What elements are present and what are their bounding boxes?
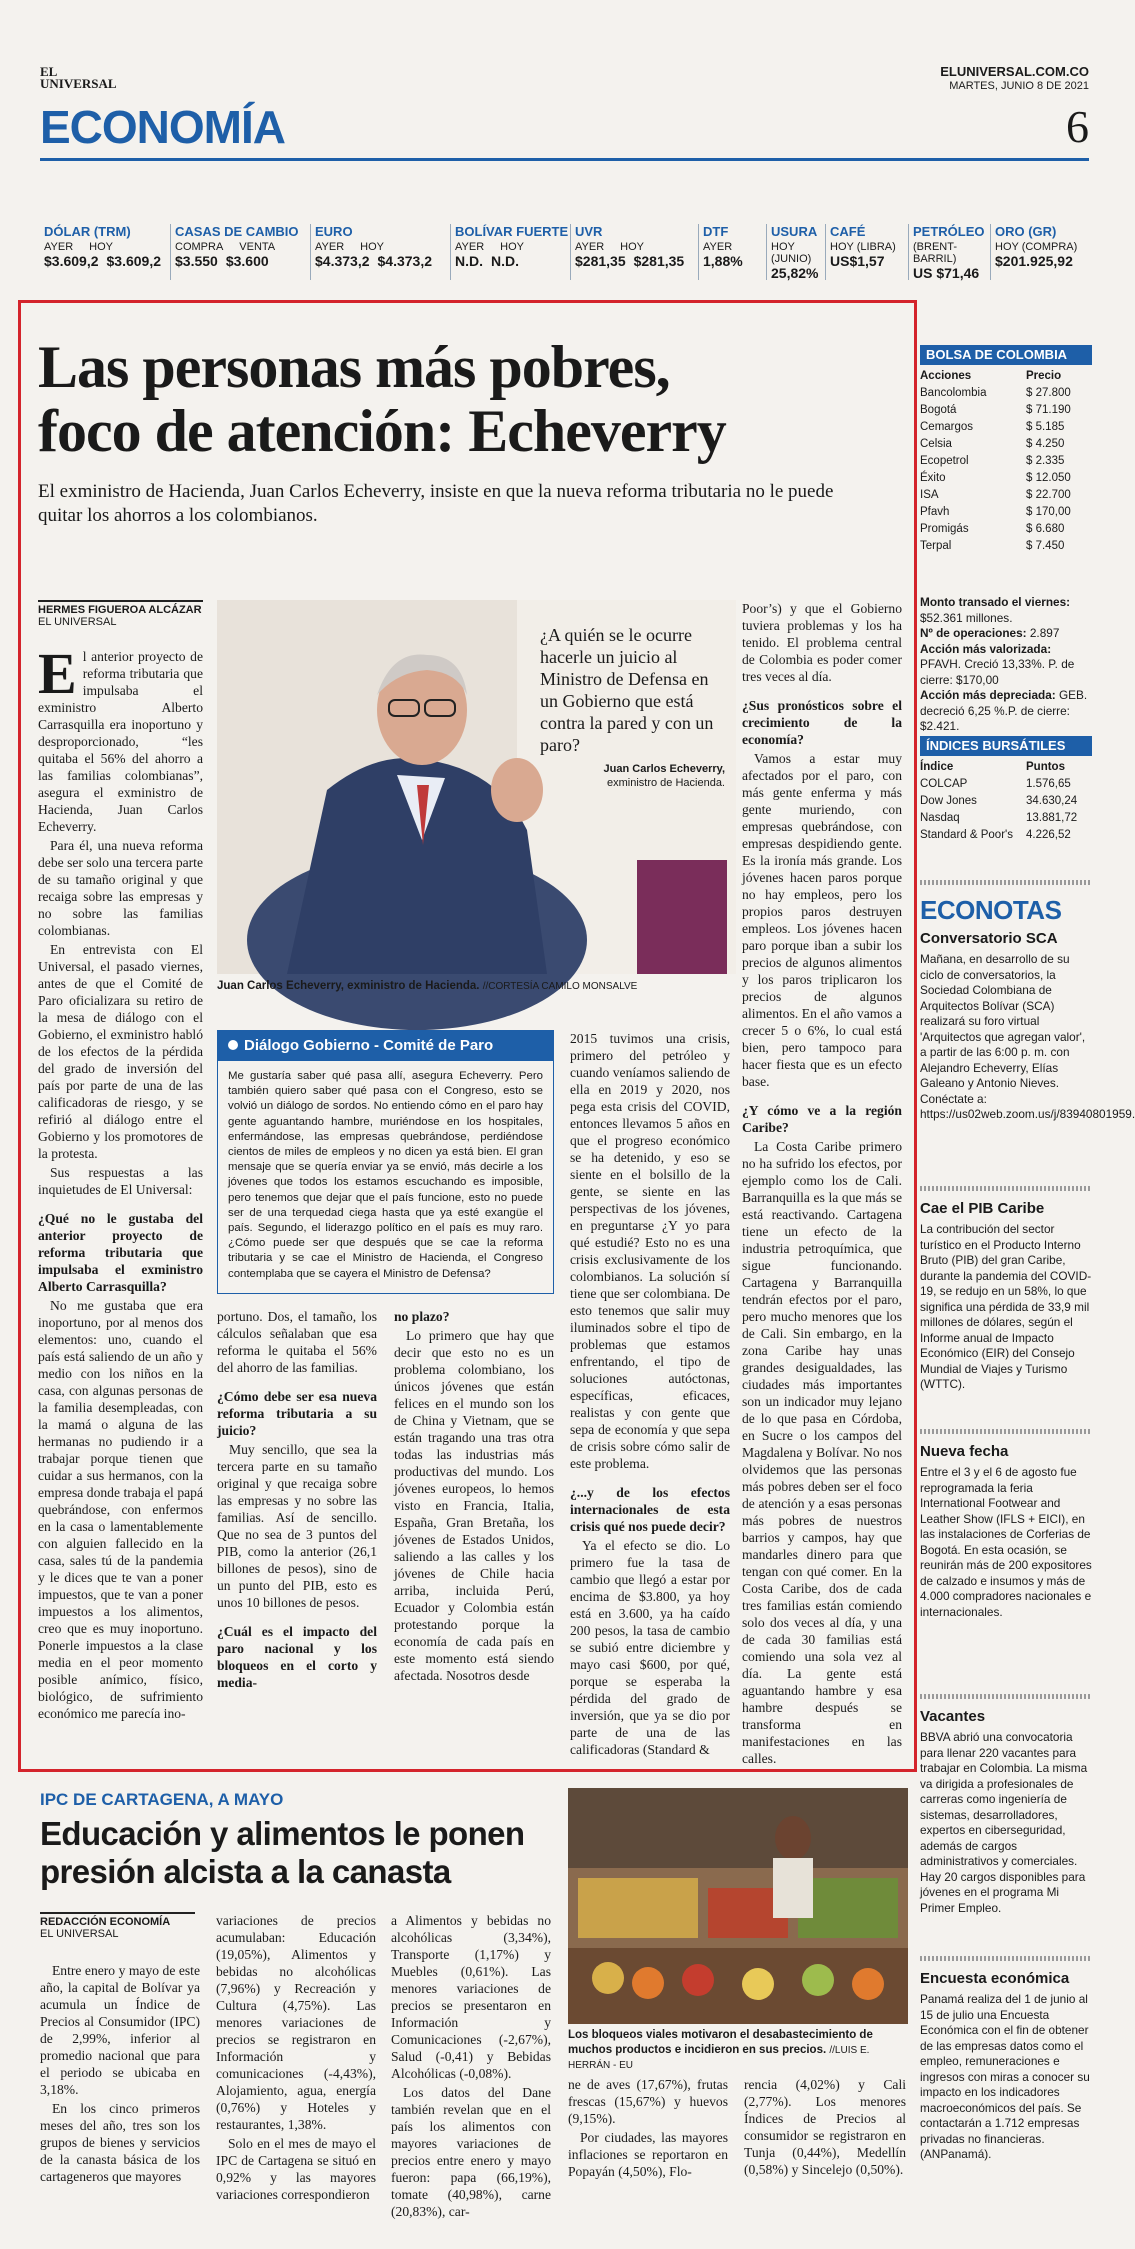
- stock-row: [920, 538, 1088, 555]
- bolsa-table: [920, 368, 1088, 555]
- index-row-name: Nasdaq: [920, 812, 960, 824]
- index-row-value: 13.881,72: [1026, 812, 1078, 824]
- stock-row: [920, 436, 1088, 453]
- page-number: 6: [1066, 101, 1089, 152]
- index-row-value: 34.630,24: [1026, 795, 1078, 807]
- second-headline-line-1: Educación y alimentos le ponen: [40, 1815, 525, 1852]
- market-photo: [568, 1788, 908, 2024]
- byline-name: HERMES FIGUEROA ALCÁZAR: [38, 604, 202, 616]
- stock-row-value: $ 71.190: [1026, 404, 1071, 416]
- second-col4-p1: ne de aves (17,67%), frutas frescas (15,67%) y huevos (9,15%).: [568, 2077, 728, 2126]
- market-stall-illustration: [568, 1788, 908, 2024]
- market-cell: [766, 224, 828, 280]
- econota-text: Mañana, en desarrollo de su ciclo de conversatorios, la Sociedad Colombiana de Arquitectos Bolívar (SCA) realizará su foro virtual 'Arquitectos que agregan valor', a partir de las 6:00 p. m. con Alejandro Echeverry, Elías Galeano y Antonio Nieves. Conéctate a: https://us02web.zoom.us/j/83940801959.: [920, 952, 1135, 1121]
- market-value: N.D.: [491, 253, 519, 269]
- stock-list: [920, 385, 1088, 555]
- main-headline-line-1: Las personas más pobres,: [38, 334, 670, 400]
- dialogue-box: [217, 1030, 554, 1294]
- index-row: [920, 827, 1088, 844]
- market-sub-label: (BRENT-BARRIL): [913, 241, 957, 265]
- market-value: $4.373,2: [377, 253, 432, 269]
- indices-title: ÍNDICES BURSÁTILES: [920, 736, 1092, 756]
- second-byline-org: EL UNIVERSAL: [40, 1928, 119, 1940]
- indices-header-name: Índice: [920, 761, 954, 773]
- col2-question-2: ¿Cuál es el impacto del paro nacional y los bloqueos en el corto y media-: [217, 1624, 377, 1690]
- market-values: [175, 253, 313, 269]
- market-value: N.D.: [455, 253, 483, 269]
- market-cell: [170, 224, 313, 280]
- market-value: $4.373,2: [315, 253, 370, 269]
- stock-row-value: $ 7.450: [1026, 540, 1065, 552]
- stock-row-value: $ 170,00: [1026, 506, 1071, 518]
- index-row: [920, 810, 1088, 827]
- second-col2-p1: variaciones de precios acumulaban: Educación (19,05%), Alimentos y bebidas no alcohólicas (7,96%) y Recreación y Cultura (4,75%). Las menores variaciones de precios se registraron en Información y comunicaciones (-4,43%), Alojamiento, agua, energía (0,76%) y Hoteles y restaurantes, 1,38%.: [216, 1913, 376, 2132]
- main-col-4: [570, 1030, 730, 1760]
- index-row-name: Dow Jones: [920, 795, 977, 807]
- ops-value: 2.897: [1029, 626, 1060, 640]
- market-values: [995, 253, 1095, 269]
- market-photo-credit: //LUIS E. HERRÁN - EU: [568, 2045, 870, 2071]
- col4-p2: Ya el efecto se dio. Lo primero fue la tasa de cambio que llegó a estar por encima de $3.800, ya hoy está en 3.600, ya ha caído 200 pesos, la tasa de cambio se subió entre diciembre y mayo casi $600, por qué, porque se esperaba la pérdida del grado de inversión, que ya se dio por parte de una de las calificadoras (Standard &: [570, 1538, 730, 1757]
- dialogue-box-text: Me gustaría saber qué pasa allí, asegura Echeverry. Pero también quiero saber qué pasa con el Congreso, esto se volvió un diálogo de sordos. No entiendo cómo en el paro hay gente aguantando hambre, muriéndose en los hospitales, enfermándose, las empresas quebrándose, perdiéndose cientos de miles de empleos y no dicen ya está bien. El gran mensaje que se quería enviar ya se envió, más decirle a los jóvenes que todos los estamos escuchando es imposible, pero tenemos que dejar que el país funcione, esto no puede ser de una terquedad ciega hasta que ya esté exangüe el país. Segundo, el liderazgo político en el país es muy raro. ¿Cómo puede ser que después que se cae la reforma tributaria y se cae el Ministro de Hacienda, el Congreso contemplaba que se cayera el Ministro de Defensa?: [228, 1070, 543, 1280]
- col1-p1: l anterior proyecto de reforma tributaria que impulsaba el exministro Alberto Carrasquilla era inoportuno y desproporcionado, “les quitaba el 56% del ahorro a las familias colombianas”, asegura el exministro de Hacienda, Juan Carlos Echeverry.: [38, 649, 203, 834]
- second-col-2: [216, 1912, 376, 2205]
- indices-header-points: Puntos: [1026, 761, 1065, 773]
- market-values: [830, 253, 912, 269]
- stock-row-name: ISA: [920, 489, 939, 501]
- stock-row-name: Celsia: [920, 438, 952, 450]
- market-sub: [575, 241, 701, 253]
- market-value: $3.550: [175, 253, 218, 269]
- second-byline-name: REDACCIÓN ECONOMÍA: [40, 1916, 171, 1928]
- market-values: [913, 265, 993, 281]
- stock-row-name: Promigás: [920, 523, 969, 535]
- market-label: EURO: [315, 224, 353, 239]
- stock-row: [920, 453, 1088, 470]
- site-url: ELUNIVERSAL.COM.CO: [940, 64, 1089, 79]
- index-row-name: Standard & Poor's: [920, 829, 1013, 841]
- col1-question-1: ¿Qué no le gustaba del anterior proyecto de reforma tributaria que impulsaba el exministro Alberto Carrasquilla?: [38, 1211, 203, 1294]
- second-byline: [40, 1912, 195, 1940]
- market-sub: [44, 241, 172, 253]
- market-sub-label: AYER: [44, 241, 74, 253]
- market-sub: [175, 241, 313, 253]
- market-cell: [570, 224, 701, 280]
- market-label: CAFÉ: [830, 224, 866, 239]
- col4-question-1: ¿...y de los efectos internacionales de esta crisis qué nos puede decir?: [570, 1485, 730, 1534]
- sidebar-divider: [920, 1694, 1092, 1699]
- econota-text: Panamá realiza del 1 de junio al 15 de julio una Encuesta Económica con el fin de obtener de las empresas datos como el empleo, remuneraciones e ingresos con miras a conocer su impacto en los indicadores macroeconómicos del país. Se contactarán a 1.712 empresas privadas no financieras. (ANPanamá).: [920, 1992, 1090, 2161]
- stock-row-value: $ 27.800: [1026, 387, 1071, 399]
- second-col-5: [744, 2076, 906, 2180]
- issue-date: MARTES, JUNIO 8 DE 2021: [949, 80, 1089, 92]
- market-values: [455, 253, 573, 269]
- stock-row-value: $ 5.185: [1026, 421, 1065, 433]
- bolsa-header-stock: Acciones: [920, 370, 972, 382]
- market-sub-label: AYER: [575, 241, 605, 253]
- market-values: [44, 253, 172, 269]
- econota-title: Conversatorio SCA: [920, 930, 1058, 947]
- market-sub-label: AYER: [315, 241, 345, 253]
- byline-org: EL UNIVERSAL: [38, 616, 117, 628]
- val-value: PFAVH. Creció 13,33%. P. de cierre: $170,00: [920, 657, 1075, 687]
- market-sub-label: COMPRA: [175, 241, 224, 253]
- stock-row-value: $ 4.250: [1026, 438, 1065, 450]
- stock-row: [920, 402, 1088, 419]
- market-value: $3.609,2: [44, 253, 99, 269]
- monto-label: Monto transado el viernes:: [920, 595, 1071, 609]
- market-value: 25,82%: [771, 265, 819, 281]
- sidebar-divider: [920, 1186, 1092, 1191]
- market-label: DÓLAR (TRM): [44, 224, 131, 239]
- photo-credit: //CORTESÍA CAMILO MONSALVE: [482, 981, 638, 992]
- main-headline: [38, 335, 898, 463]
- market-cell: [990, 224, 1095, 280]
- market-value: US$1,57: [830, 253, 885, 269]
- bolsa-header-price: Precio: [1026, 370, 1062, 382]
- col5-question-1: ¿Sus pronósticos sobre el crecimiento de la economía?: [742, 698, 902, 747]
- second-kicker: IPC DE CARTAGENA, A MAYO: [40, 1790, 284, 1809]
- second-col1-p2: En los cinco primeros meses del año, tres son los grupos de bienes y servicios de la canasta básica de los cartageneros que mayores: [40, 2101, 200, 2184]
- ops-label: Nº de operaciones:: [920, 626, 1027, 640]
- col4-p1: 2015 tuvimos una crisis, primero del petróleo y cuando veníamos saliendo de ella en 2019 y 2020, nos pega esta crisis del COVID, entonces llevamos 5 años en que el progreso económico se ha detenido, y eso se siente en el bolsillo de la gente, se siente en las perspectivas de los jóvenes, en preguntarse ¿Y yo para qué estudié? Esto no es una crisis exclusivamente de los colombianos. La solución sí tiene que ser colombiana. De esto tenemos que salir muy iluminados sobre el tipo de problemas que estamos enfrentando, el tipo de soluciones autóctonas, específicas, eficaces, realistas y con gente que sepa de economía y que sepa de crisis sobre cómo salir de este problema.: [570, 1031, 730, 1471]
- photo-pull-quote: ¿A quién se le ocurre hacerle un juicio al Ministro de Defensa en un Gobierno que está contra la pared y con un paro?: [540, 625, 714, 755]
- indices-headers: [920, 759, 1088, 776]
- pull-quote-author: [540, 762, 725, 790]
- market-values: [575, 253, 701, 269]
- econota-title: Cae el PIB Caribe: [920, 1200, 1045, 1217]
- photo-caption: [217, 980, 736, 992]
- val-label: Acción más valorizada:: [920, 641, 1052, 656]
- market-cell: [310, 224, 453, 280]
- market-sub-label: HOY (COMPRA): [995, 241, 1078, 253]
- second-col5-p1: rencia (4,02%) y Cali (2,77%). Los menores Índices de Precios al consumidor se registraron en Tunja (0,44%), Medellín (0,58%) y Sincelejo (0,50%).: [744, 2077, 906, 2177]
- index-row-name: COLCAP: [920, 778, 968, 790]
- market-value: $3.600: [225, 253, 269, 269]
- stock-row-name: Pfavh: [920, 506, 950, 518]
- col1-p5: No me gustaba que era inoportuno, por al menos dos elementos: uno, cuando el país está saliendo de un año y medio con los niños en la casa, con algunas personas de la familia desempleadas, con la mamá o alguna de las hermanas no pudiendo ir a trabajar porque tienen que cuidar a sus hermanos, con la empresa donde trabaja el papá quebrándose, con enfermos en la casa o lamentablemente con alguien fallecido en la casa, sales tú de la pandemia y le dices que te van a poner impuestos, que te van a poner impuestos a los alimentos, creo que es muy inoportuno. Ponerle impuestos a la clase media en el peor momento posible anímico, físico, biológico, de sufrimiento económico me parecía ino-: [38, 1298, 203, 1721]
- market-value: $281,35: [575, 253, 626, 269]
- index-row: [920, 793, 1088, 810]
- econota-title: Encuesta económica: [920, 1970, 1070, 1987]
- second-col3-p2: Los datos del Dane también revelan que en el país los alimentos con mayores variaciones de precios entre enero y mayo fueron: papa (66,19%), tomate (40,98%), carne (20,83%), car-: [391, 2085, 551, 2219]
- second-col4-p2: Por ciudades, las mayores inflaciones se reportaron en Popayán (4,50%), Flo-: [568, 2130, 728, 2179]
- market-label: ORO (GR): [995, 224, 1057, 239]
- market-values: [771, 265, 828, 281]
- col2-p2: Muy sencillo, que sea la tercera parte en su tamaño original y que recaiga sobre las empresas y no sobre las familias. Así de sencillo. Que no sea de 3 puntos del PIB, como la anterior (26,1 billones de pesos), sino de un punto del PIB, esto es unos 10 billones de pesos.: [217, 1442, 377, 1610]
- bolsa-stats: [920, 595, 1092, 735]
- col2-question-1: ¿Cómo debe ser esa nueva reforma tributaria a su juicio?: [217, 1389, 377, 1438]
- bullet-icon: [228, 1040, 238, 1050]
- dep-label: Acción más depreciada:: [920, 688, 1056, 702]
- market-sub-label: HOY: [620, 241, 644, 253]
- market-sub-label: AYER: [703, 241, 733, 253]
- market-cell: [825, 224, 912, 280]
- market-cell: [450, 224, 573, 280]
- stock-row: [920, 419, 1088, 436]
- main-col-3: [394, 1308, 554, 1686]
- market-values: [315, 253, 453, 269]
- stock-row: [920, 504, 1088, 521]
- indices-list: [920, 776, 1088, 844]
- stock-row-name: Éxito: [920, 472, 946, 484]
- dep-value: GEB. decreció 6,25 %.P. de cierre: $2.421.: [920, 688, 1088, 733]
- second-col2-p2: Solo en el mes de mayo el IPC de Cartagena se situó en 0,92% y las mayores variaciones correspondieron: [216, 2136, 376, 2202]
- second-col3-p1: a Alimentos y bebidas no alcohólicas (3,34%), Transporte (1,17%) y Muebles (0,61%). Las menores variaciones de precios se presentaron en Información y Comunicaciones (-2,67%), Salud (-0,41) y Bebidas Alcohólicas (-0,08%).: [391, 1913, 551, 2081]
- econota-text: BBVA abrió una convocatoria para llenar 220 vacantes para trabajar en Colombia. La misma va dirigida a profesionales de carreras como ingeniería de sistemas, desarrolladores, expertos en ciberseguridad, además de cargos administrativos y comerciales. Hay 20 cargos disponibles para jóvenes en el programa Mi Primer Empleo.: [920, 1730, 1088, 1915]
- photo-caption-text: Juan Carlos Echeverry, exministro de Hacienda.: [217, 980, 480, 992]
- market-photo-caption: [568, 2028, 908, 2073]
- market-value: 1,88%: [703, 253, 743, 269]
- market-label: USURA: [771, 224, 818, 239]
- main-byline: [38, 600, 203, 628]
- market-label: UVR: [575, 224, 603, 239]
- econota-title: Vacantes: [920, 1708, 986, 1725]
- sidebar-divider-1: [920, 880, 1092, 885]
- col3-p0: no plazo?: [394, 1309, 450, 1324]
- stock-row: [920, 521, 1088, 538]
- market-caption-text: Los bloqueos viales motivaron el desabastecimiento de muchos productos e incidieron en sus precios.: [568, 2029, 873, 2056]
- dialogue-box-title: [218, 1031, 553, 1061]
- stock-row-name: Ecopetrol: [920, 455, 969, 467]
- second-headline: [40, 1815, 585, 1891]
- stock-row: [920, 470, 1088, 487]
- stock-row-name: Bogotá: [920, 404, 957, 416]
- main-headline-line-2: foco de atención: Echeverry: [38, 398, 726, 464]
- second-headline-line-2: presión alcista a la canasta: [40, 1853, 451, 1890]
- stock-row: [920, 385, 1088, 402]
- stock-row-value: $ 2.335: [1026, 455, 1065, 467]
- market-sub: [995, 241, 1095, 253]
- market-sub: [913, 241, 993, 265]
- dialogue-box-title-text: Diálogo Gobierno - Comité de Paro: [244, 1037, 494, 1054]
- section-title: ECONOMÍA: [40, 101, 285, 153]
- col5-p1: Poor’s) y que el Gobierno tuviera problemas y los ha tenido. El problema central de Colombia es poder comer tres veces al día.: [742, 601, 902, 684]
- market-value: $281,35: [633, 253, 685, 269]
- market-cell: [698, 224, 769, 280]
- econota-text: Entre el 3 y el 6 de agosto fue reprogramada la feria International Footwear and Leather Show (IFLS + EICI), en las instalaciones de Corferias de Bogotá. En esta ocasión, se reunirán más de 200 expositores de calzado e insumos y más de 4.000 compradores nacionales e internacionales.: [920, 1465, 1092, 1619]
- main-col-5: [742, 600, 902, 1766]
- col3-p1: Lo primero que hay que decir que esto no es un problema colombiano, los únicos jóvenes que están felices en el mundo son los de China y Vietnam, que se están tragando una tras otra todas las industrias más productivas del mundo. Los jóvenes europeos, lo hemos visto en Francia, Italia, España, Gran Bretaña, los jóvenes de Estados Unidos, saliendo a las calles y los jóvenes de Chile hacia arriba, incluida Perú, Ecuador y Colombia están protestando porque la economía de cada país en este momento está siendo afectada. Nosotros desde: [394, 1328, 554, 1683]
- market-sub-label: HOY: [89, 241, 113, 253]
- stock-row-name: Bancolombia: [920, 387, 987, 399]
- market-sub: [455, 241, 573, 253]
- pull-quote-author-name: Juan Carlos Echeverry,: [603, 763, 725, 775]
- main-col-1: [38, 641, 203, 1758]
- main-col-2: [217, 1308, 377, 1693]
- market-sub-label: HOY: [360, 241, 384, 253]
- dropcap: E: [38, 641, 77, 706]
- masthead-logo: EL UNIVERSAL: [40, 64, 117, 91]
- col5-p2: Vamos a estar muy afectados por el paro, con más gente enferma y más gente muriendo, con empresas quebrándose, con empresas despidiendo gente. Es la ironía más grande. Los jóvenes hacen paros porque no hay empleos, pero los propios paros destruyen empleos. Los jóvenes hacen paro porque iban a subir los precios de algunos alimentos y los paros triplicaron los precios de algunos alimentos. En el año vamos a crecer 5 o 6%, lo cual está bien, pero tampoco para hacer fiesta que es un efecto base.: [742, 751, 902, 1089]
- second-col-1: [40, 1962, 200, 2187]
- stock-row-name: Cemargos: [920, 421, 974, 433]
- col1-p3: En entrevista con El Universal, el pasado viernes, antes de que el Comité de Paro oficializara su retiro de la mesa de diálogo con el Gobierno, el exministro habló de los efectos de la pérdida del grado de inversión del país por parte de una de las calificadoras de riesgo, y se refirió al diálogo entre el Gobierno y los promotores de la protesta.: [38, 942, 203, 1161]
- masthead-rule: [40, 158, 1089, 161]
- market-sub: [315, 241, 453, 253]
- market-sub: [703, 241, 769, 253]
- market-values: [703, 253, 769, 269]
- second-col1-p1: Entre enero y mayo de este año, la capital de Bolívar ya acumula un Índice de Precios al Consumidor (IPC) de 2,99%, inferior al promedio nacional que para el periodo se ubicaba en 3,18%.: [40, 1963, 200, 2097]
- market-sub-label: HOY (JUNIO): [771, 241, 812, 265]
- stock-row-name: Terpal: [920, 540, 952, 552]
- market-sub-label: AYER: [455, 241, 485, 253]
- econota-text: La contribución del sector turístico en el Producto Interno Bruto (PIB) del gran Caribe, durante la pandemia del COVID-19, se redujo en un 58%, lo que significa una pérdida de 33,9 mil millones de dólares, según el Informe anual de Impacto Económico (EIR) del Consejo Mundial de Viajes y Turismo (WTTC).: [920, 1222, 1092, 1391]
- col5-p3: La Costa Caribe primero no ha sufrido los efectos, por ejemplo como los de Cali. Barranquilla es la que más se está reactivando. Cartagena tiene un efecto de la industria petroquímica, que sigue funcionando. Cartagena y Barranquilla tendrán efectos por el paro, pero mucho menores que los de Cali. Sin embargo, en la zona Caribe hay unas grandes desigualdades, las ciudades más importantes son un indicador muy lejano de lo que pasa en Córdoba, en Sucre o los campos del Magdalena y Bolívar. No nos olvidemos que las personas más pobres deben ser el foco de atención y a esas personas más pobres de nuestros barrios y campos, hay que mandarles dinero para que tengan con qué comer. En la Costa Caribe, dos de cada tres familias están comiendo solo dos veces al día, y una de cada 30 familias está comiendo una sola vez al día. La gente está aguantando hambre y esa hambre después se transforma en manifestaciones en las calles.: [742, 1139, 902, 1766]
- sidebar-divider: [920, 1429, 1092, 1434]
- second-col-3: [391, 1912, 551, 2222]
- market-sub-label: HOY (LIBRA): [830, 241, 896, 253]
- market-sub: [771, 241, 828, 265]
- stock-row: [920, 487, 1088, 504]
- stock-row-value: $ 6.680: [1026, 523, 1065, 535]
- market-cell: [908, 224, 993, 280]
- market-cell: [40, 224, 172, 280]
- market-sub-label: HOY: [500, 241, 524, 253]
- market-sub: [830, 241, 912, 253]
- main-lead: El exministro de Hacienda, Juan Carlos Echeverry, insiste en que la nueva reforma tributaria no le puede quitar los ahorros a los colombianos.: [38, 481, 834, 526]
- econotas-title: ECONOTAS: [920, 895, 1062, 925]
- monto-value: $52.361 millones.: [920, 610, 1013, 625]
- bolsa-headers: [920, 368, 1088, 385]
- market-sub-label: VENTA: [239, 241, 276, 253]
- market-value: $3.609,2: [106, 253, 161, 269]
- market-value: US $71,46: [913, 265, 980, 281]
- market-label: CASAS DE CAMBIO: [175, 224, 299, 239]
- index-row-value: 1.576,65: [1026, 778, 1071, 790]
- indices-table: [920, 759, 1088, 844]
- stock-row-value: $ 12.050: [1026, 472, 1071, 484]
- market-label: PETRÓLEO: [913, 224, 985, 239]
- econota-title: Nueva fecha: [920, 1443, 1009, 1460]
- market-label: DTF: [703, 224, 729, 239]
- col1-p2: Para él, una nueva reforma debe ser solo una tercera parte de su tamaño original y que recaiga sobre las empresas y no sobre las familias colombianas.: [38, 838, 203, 938]
- pull-quote-author-role: exministro de Hacienda.: [606, 777, 725, 789]
- index-row-value: 4.226,52: [1026, 829, 1071, 841]
- bolsa-title: BOLSA DE COLOMBIA: [920, 345, 1092, 365]
- stock-row-value: $ 22.700: [1026, 489, 1071, 501]
- market-value: $201.925,92: [995, 253, 1073, 269]
- index-row: [920, 776, 1088, 793]
- second-col-4: [568, 2076, 728, 2182]
- col1-p4: Sus respuestas a las inquietudes de El Universal:: [38, 1165, 203, 1197]
- col5-question-2: ¿Y cómo ve a la región Caribe?: [742, 1103, 902, 1135]
- col2-p1: portuno. Dos, el tamaño, los cálculos señalaban que esa reforma le quitaba el 56% del ahorro de las familias.: [217, 1309, 377, 1375]
- market-label: BOLÍVAR FUERTE: [455, 224, 569, 239]
- sidebar-divider: [920, 1956, 1092, 1961]
